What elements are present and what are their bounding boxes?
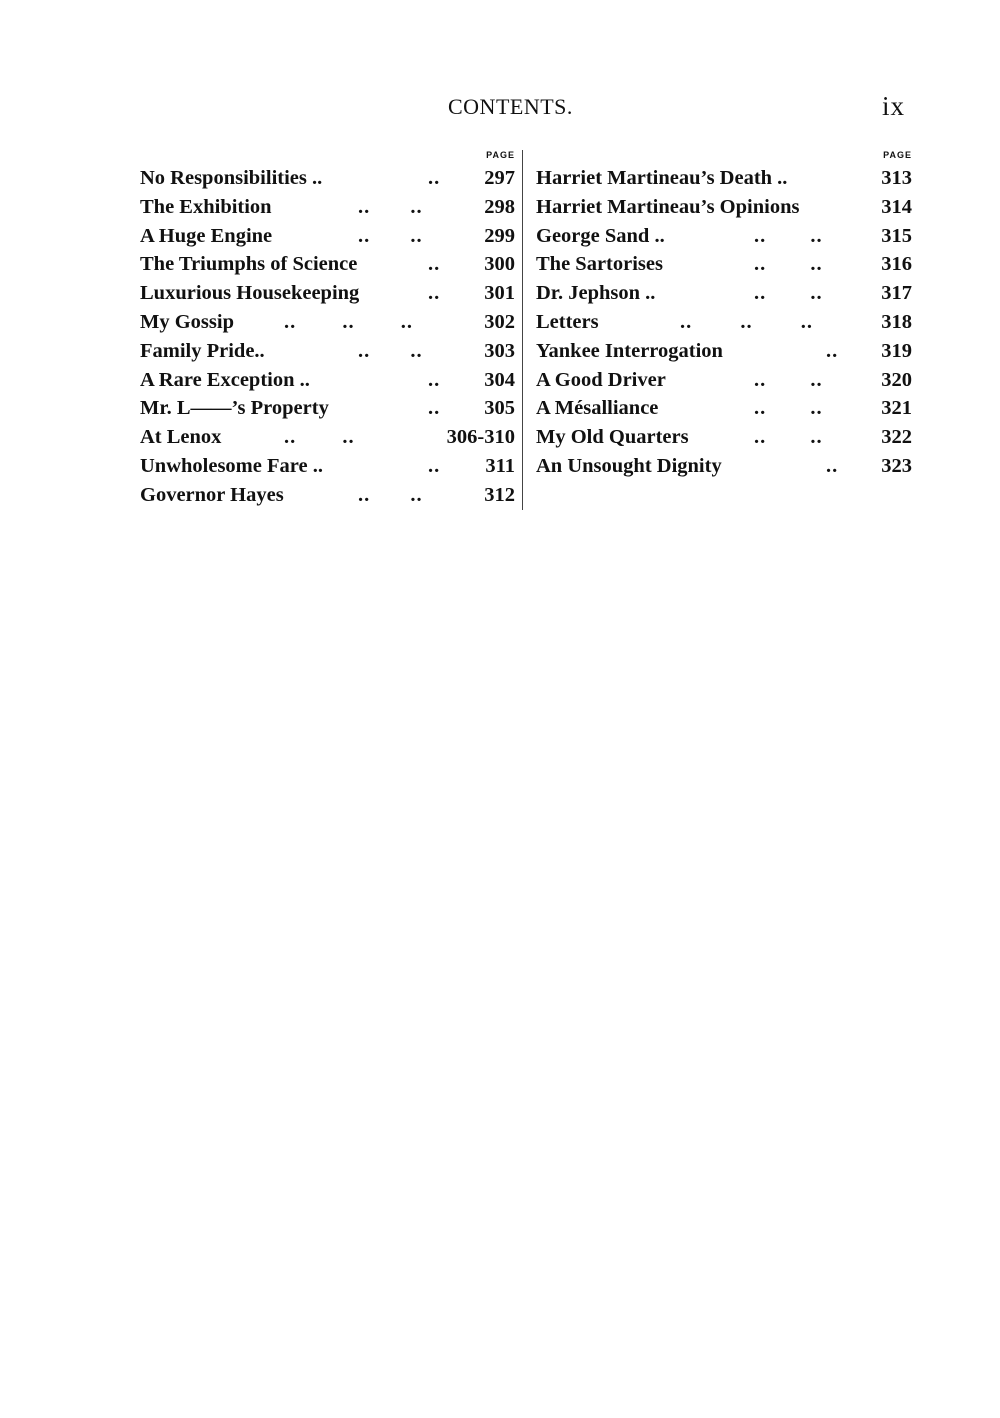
leader-dots: .. [428, 253, 441, 276]
entry-title: Harriet Martineau’s Opinions [536, 195, 800, 218]
page-number: ix [882, 91, 906, 121]
contents-entry [140, 250, 515, 279]
entry-title: A Mésalliance [536, 397, 659, 420]
leader-dots: .. .. [754, 397, 823, 420]
leader-dots: .. .. [754, 426, 823, 449]
leader-dots: .. [428, 282, 441, 305]
entry-title: Governor Hayes [140, 483, 284, 506]
contents-entry [536, 279, 912, 308]
entry-title: Mr. L——’s Property [140, 397, 329, 420]
leader-dots: .. [428, 167, 441, 189]
leader-dots: .. .. [284, 426, 355, 449]
leader-dots: .. .. .. [284, 310, 413, 333]
contents-entry [536, 250, 912, 279]
entry-page: 311 [485, 454, 515, 477]
entry-page: 299 [484, 224, 515, 247]
page-column-heading: PAGE [486, 150, 515, 160]
entry-page: 318 [881, 310, 912, 333]
contents-list-left [140, 164, 515, 510]
leader-dots: .. [428, 368, 441, 391]
leader-dots: .. .. [358, 224, 423, 247]
contents-entry [140, 366, 515, 395]
entry-title: A Huge Engine [140, 224, 273, 247]
contents-entry [536, 308, 912, 337]
contents-entry [536, 394, 912, 423]
contents-entry [140, 164, 515, 193]
entry-title: The Exhibition [140, 195, 272, 218]
entry-page: 302 [484, 310, 515, 333]
entry-page: 301 [484, 282, 515, 305]
entry-title: The Sartorises [536, 253, 663, 276]
contents-entry [140, 279, 515, 308]
contents-entry [536, 337, 912, 366]
entry-page: 298 [484, 195, 515, 218]
page-column-heading: PAGE [883, 150, 912, 160]
contents-entry [536, 222, 912, 251]
entry-page: 317 [881, 282, 912, 305]
entry-page: 312 [484, 483, 515, 506]
entry-title: Letters [536, 310, 599, 333]
entry-title: George Sand .. [536, 224, 665, 247]
leader-dots: .. [428, 397, 441, 420]
entry-title: A Rare Exception .. [140, 368, 310, 391]
entry-title: Harriet Martineau’s Death .. [536, 167, 788, 189]
column-divider [522, 150, 523, 510]
contents-entry [140, 481, 515, 510]
entry-page: 315 [881, 224, 912, 247]
contents-entry [140, 452, 515, 481]
entry-page: 323 [881, 454, 912, 477]
leader-dots: .. .. [754, 368, 823, 391]
entry-page: 314 [881, 195, 912, 218]
running-title: CONTENTS. [448, 94, 573, 119]
leader-dots: .. [826, 339, 839, 362]
entry-page: 297 [484, 167, 515, 189]
entry-page: 303 [484, 339, 515, 362]
entry-title: A Good Driver [536, 368, 666, 391]
entry-page: 321 [881, 397, 912, 420]
leader-dots: .. .. [358, 339, 423, 362]
entry-page: 320 [881, 368, 912, 391]
entry-title: Family Pride.. [140, 339, 265, 362]
contents-entry [140, 423, 515, 452]
contents-entry [536, 423, 912, 452]
entry-title: My Gossip [140, 310, 234, 333]
leader-dots: .. .. [754, 224, 823, 247]
entry-title: Yankee Interrogation [536, 339, 723, 362]
entry-title: At Lenox [140, 426, 222, 449]
entry-page: 313 [881, 167, 912, 189]
contents-entry [140, 337, 515, 366]
contents-list-right [536, 164, 912, 481]
leader-dots: .. .. [754, 282, 823, 305]
leader-dots: .. [428, 454, 441, 477]
entry-page: 322 [881, 426, 912, 449]
contents-entry [536, 366, 912, 395]
leader-dots: .. .. [358, 483, 423, 506]
entry-title: Dr. Jephson .. [536, 282, 656, 305]
entry-page: 304 [484, 368, 515, 391]
leader-dots: .. .. [754, 253, 823, 276]
entry-page: 306-310 [446, 426, 515, 449]
contents-entry [140, 193, 515, 222]
entry-page: 316 [881, 253, 912, 276]
entry-page: 300 [484, 253, 515, 276]
contents-entry [536, 164, 912, 193]
entry-title: An Unsought Dignity [536, 454, 722, 477]
entry-page: 319 [881, 339, 912, 362]
entry-title: The Triumphs of Science [140, 253, 358, 276]
leader-dots: .. .. [358, 195, 423, 218]
leader-dots: .. [826, 454, 839, 477]
contents-entry [140, 394, 515, 423]
contents-entry [140, 222, 515, 251]
leader-dots: .. .. .. [680, 310, 813, 333]
entry-title: My Old Quarters [536, 426, 689, 449]
contents-entry [536, 452, 912, 481]
contents-entry [536, 193, 912, 222]
contents-entry [140, 308, 515, 337]
entry-title: Luxurious Housekeeping [140, 282, 360, 305]
entry-title: No Responsibilities .. [140, 167, 323, 189]
entry-page: 305 [484, 397, 515, 420]
entry-title: Unwholesome Fare .. [140, 454, 323, 477]
